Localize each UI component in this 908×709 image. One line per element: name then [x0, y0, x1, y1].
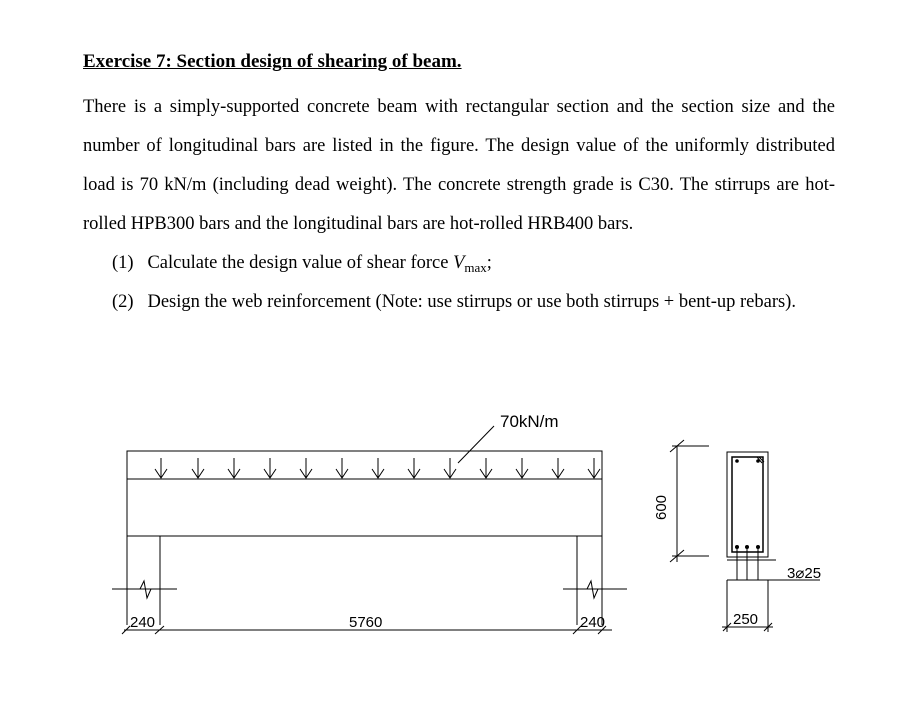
rebar-label: 3⌀25 — [787, 565, 822, 582]
question-2-text: Design the web reinforcement (Note: use stirrups or use both stirrups + bent-up rebars). — [147, 292, 796, 312]
right-support — [563, 536, 627, 625]
load-arrow — [480, 458, 492, 478]
question-1-number: (1) — [112, 253, 134, 273]
load-label: 70kN/m — [500, 412, 559, 431]
load-arrows — [155, 458, 600, 478]
right-support-width-label: 240 — [580, 614, 606, 631]
exercise-title: Exercise 7: Section design of shearing of beam. — [83, 51, 462, 72]
load-arrow — [300, 458, 312, 478]
load-arrow — [155, 458, 167, 478]
beam-elevation — [127, 479, 602, 536]
height-dimension — [670, 440, 709, 562]
load-arrow — [516, 458, 528, 478]
question-2-number: (2) — [112, 292, 134, 312]
top-bar — [735, 459, 739, 463]
section-outline — [727, 452, 768, 557]
load-arrow — [192, 458, 204, 478]
question-1-end: ; — [486, 253, 492, 273]
load-arrow — [408, 458, 420, 478]
load-arrow — [588, 458, 600, 478]
left-support — [112, 536, 177, 625]
problem-statement: There is a simply-supported concrete beam with rectangular section and the section size and the number of longitudinal bars are listed in the figure. The design value of the uniformly distributed load is 70 kN/m (including dead weight). The concrete strength grade is C30. The stirrups are hot-rolled HPB300 bars and the longitudinal bars are hot-rolled HRB400 bars. — [83, 97, 835, 234]
span-length-label: 5760 — [349, 614, 383, 631]
stirrup — [732, 457, 763, 552]
load-arrow — [264, 458, 276, 478]
section-height-label: 600 — [653, 494, 670, 520]
load-arrow — [444, 458, 456, 478]
shear-force-symbol: V — [453, 253, 465, 273]
load-arrow — [372, 458, 384, 478]
left-support-width-label: 240 — [130, 614, 156, 631]
load-arrow — [552, 458, 564, 478]
question-1-text: Calculate the design value of shear force — [147, 253, 449, 273]
top-bar — [756, 459, 760, 463]
load-leader-line — [458, 426, 494, 463]
section-width-label: 250 — [733, 611, 759, 628]
shear-force-subscript: max — [464, 260, 487, 275]
load-arrow — [336, 458, 348, 478]
load-arrow — [228, 458, 240, 478]
